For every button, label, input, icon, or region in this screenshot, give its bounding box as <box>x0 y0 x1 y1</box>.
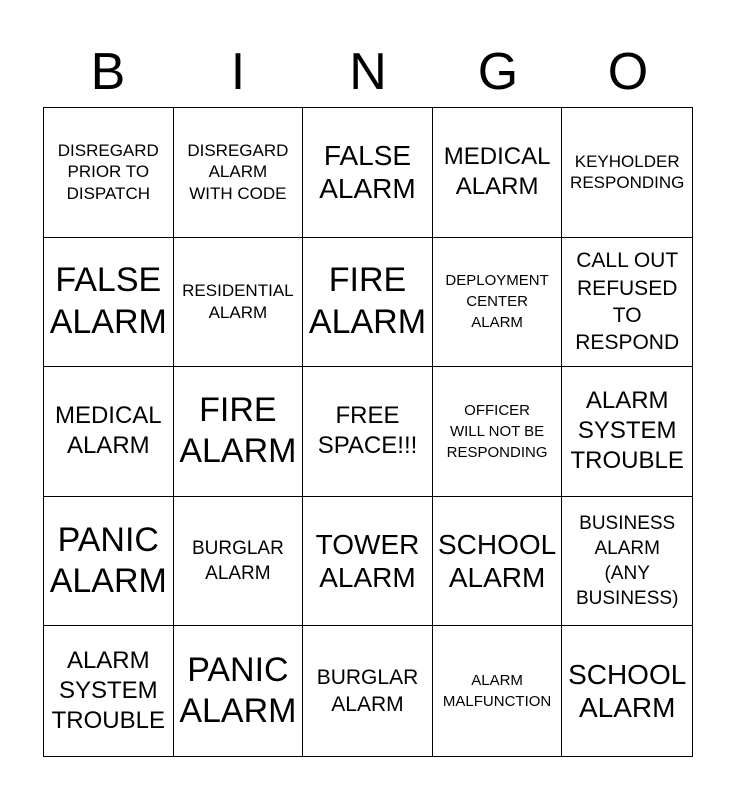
cell-label: DISREGARD PRIOR TO DISPATCH <box>57 140 159 204</box>
cell-label: DEPLOYMENT CENTER ALARM <box>445 272 549 332</box>
bingo-cell[interactable] <box>433 238 563 368</box>
header-letter-g: G <box>477 43 519 101</box>
cell-label: BURGLAR ALARM <box>191 538 284 585</box>
cell-label: BUSINESS ALARM (ANY BUSINESS) <box>575 512 679 610</box>
cell-label: MEDICAL ALARM <box>443 143 551 201</box>
cell-label: ALARM MALFUNCTION <box>442 672 552 711</box>
bingo-cell[interactable] <box>174 367 304 497</box>
cell-label: FIRE ALARM <box>179 391 297 471</box>
bingo-cell[interactable] <box>174 497 304 627</box>
bingo-cell[interactable] <box>303 497 433 627</box>
cell-label: FIRE ALARM <box>308 261 427 341</box>
cell-label: PANIC ALARM <box>49 520 167 601</box>
cell-label: MEDICAL ALARM <box>54 402 162 460</box>
bingo-cell[interactable] <box>433 367 563 497</box>
cell-label: OFFICER WILL NOT BE RESPONDING <box>446 401 548 461</box>
bingo-cell[interactable] <box>433 497 563 627</box>
bingo-cell[interactable] <box>303 626 433 756</box>
cell-label: KEYHOLDER RESPONDING <box>570 151 685 193</box>
header-letter-o: O <box>607 43 649 101</box>
bingo-board <box>43 107 693 757</box>
cell-label: ALARM SYSTEM TROUBLE <box>51 647 165 735</box>
bingo-header <box>43 40 693 104</box>
bingo-cell[interactable] <box>303 108 433 238</box>
bingo-cell[interactable] <box>303 367 433 497</box>
cell-label: DISREGARD ALARM WITH CODE <box>187 140 289 204</box>
header-letter-n: N <box>349 43 387 101</box>
bingo-cell[interactable] <box>562 367 692 497</box>
cell-label: FREE SPACE!!! <box>317 402 418 460</box>
bingo-cell[interactable] <box>174 626 304 756</box>
header-letter-b: B <box>90 43 126 101</box>
bingo-cell[interactable] <box>44 626 174 756</box>
cell-label: ALARM SYSTEM TROUBLE <box>570 387 684 475</box>
bingo-cell[interactable] <box>562 497 692 627</box>
cell-label: FALSE ALARM <box>49 261 167 341</box>
bingo-cell[interactable] <box>174 108 304 238</box>
bingo-cell[interactable] <box>562 626 692 756</box>
cell-label: FALSE ALARM <box>319 140 416 205</box>
cell-label: PANIC ALARM <box>179 650 297 731</box>
cell-label: RESIDENTIAL ALARM <box>182 281 294 322</box>
bingo-cell[interactable] <box>303 238 433 368</box>
bingo-cell[interactable] <box>562 108 692 238</box>
cell-label: BURGLAR ALARM <box>316 665 419 717</box>
bingo-cell[interactable] <box>44 367 174 497</box>
bingo-cell[interactable] <box>44 497 174 627</box>
cell-label: CALL OUT REFUSED TO RESPOND <box>575 249 680 355</box>
header-letter-i: I <box>230 43 246 101</box>
bingo-cell[interactable] <box>174 238 304 368</box>
bingo-cell[interactable] <box>433 108 563 238</box>
cell-label: TOWER ALARM <box>315 529 420 594</box>
bingo-cell[interactable] <box>562 238 692 368</box>
cell-label: SCHOOL ALARM <box>437 529 557 594</box>
bingo-cell[interactable] <box>44 108 174 238</box>
cell-label: SCHOOL ALARM <box>568 659 687 724</box>
bingo-cell[interactable] <box>44 238 174 368</box>
bingo-cell[interactable] <box>433 626 563 756</box>
